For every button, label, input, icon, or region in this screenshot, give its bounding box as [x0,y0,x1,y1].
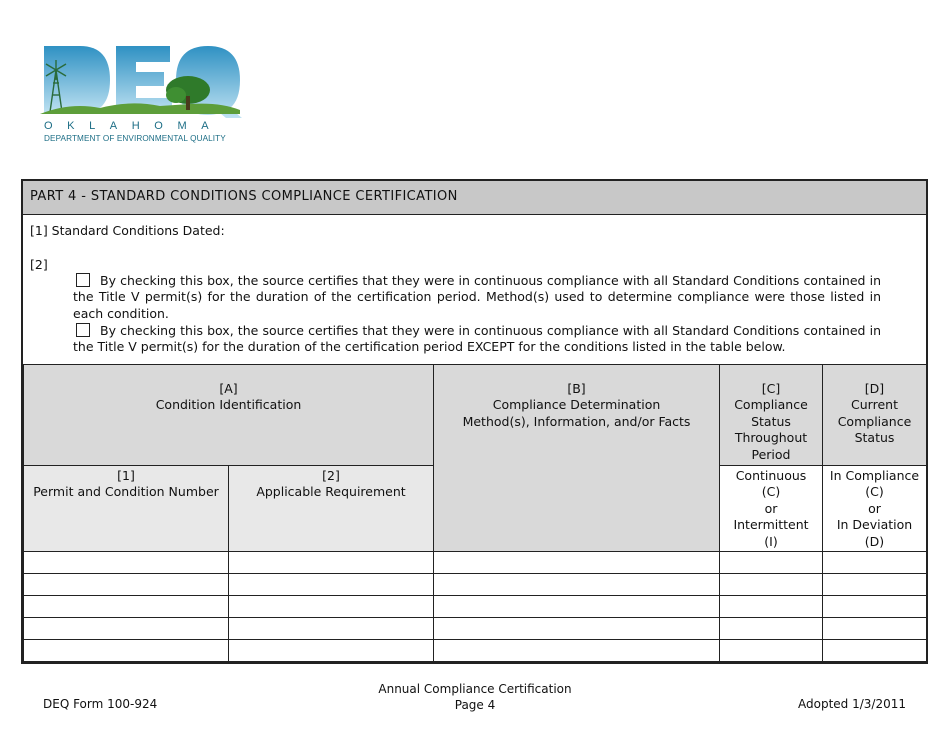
col-d-options [823,466,927,552]
table-row [24,552,927,574]
col-c-option: Intermittent [733,517,809,533]
col-b-title-2: Method(s), Information, and/or Facts [462,413,691,429]
footer-title: Annual Compliance Certification [378,682,572,696]
col-c-line: Period [751,446,791,462]
table-cell[interactable] [823,640,927,662]
col-d-option: (C) [865,484,884,500]
form-number: DEQ Form 100-924 [43,697,158,711]
col-d-line: Compliance [837,413,912,429]
col-c-line: Status [751,413,791,429]
col-d-option: In Compliance [829,468,920,483]
table-row [24,640,927,662]
table-cell[interactable] [434,552,720,574]
except-compliance-checkbox[interactable] [76,323,90,337]
sub1-header [24,466,229,552]
col-d-option: (D) [864,533,885,549]
table-cell[interactable] [24,574,229,596]
logo-state: OKLAHOMA [44,120,224,132]
standard-conditions-dated-label: [1] Standard Conditions Dated: [30,223,225,238]
continuous-compliance-checkbox[interactable] [76,273,90,287]
standard-conditions-section [23,215,926,364]
part-title: PART 4 - STANDARD CONDITIONS COMPLIANCE CERTIFICATION [23,181,926,215]
table-cell[interactable] [434,640,720,662]
table-row [24,596,927,618]
table-row [24,574,927,596]
sub1-label: [1] [117,468,135,483]
col-a-title: Condition Identification [155,397,302,413]
col-b-header [434,365,720,552]
table-cell[interactable] [24,618,229,640]
table-cell[interactable] [720,574,823,596]
table-cell[interactable] [229,596,434,618]
col-d-header [823,365,927,466]
table-cell[interactable] [229,618,434,640]
table-cell[interactable] [823,618,927,640]
col-d-line: Current [851,397,898,413]
table-cell[interactable] [434,596,720,618]
table-cell[interactable] [720,640,823,662]
table-cell[interactable] [823,596,927,618]
table-cell[interactable] [229,640,434,662]
table-cell[interactable] [823,552,927,574]
sub2-header [229,466,434,552]
col-d-option: or [868,500,881,516]
adopted-date: Adopted 1/3/2011 [798,697,906,711]
col-c-option: Continuous [735,468,807,483]
table-cell[interactable] [434,618,720,640]
col-c-option: or [764,500,778,516]
table-cell[interactable] [24,596,229,618]
table-cell[interactable] [720,618,823,640]
col-b-label: [B] [567,381,586,396]
deq-logo [40,40,250,150]
col-c-label: [C] [761,381,781,396]
option-except-text: By checking this box, the source certifies that they were in continuous compliance with all Standard Conditions contained in the Title V permit(s) for the duration of the certification period EXCEPT for the conditions listed in the table below. [73,323,881,355]
sub1-title: Permit and Condition Number [33,484,219,500]
col-c-option: (C) [761,484,781,500]
col-c-line: Throughout [734,430,808,446]
col-c-line: Compliance [734,397,808,413]
logo-subtitle [44,120,230,144]
col-a-header [24,365,434,466]
table-cell[interactable] [720,552,823,574]
table-cell[interactable] [24,552,229,574]
logo-department: DEPARTMENT OF ENVIRONMENTAL QUALITY [44,134,226,143]
table-header-row [24,365,927,466]
table-cell[interactable] [823,574,927,596]
sub2-label: [2] [322,468,340,483]
conditions-table [23,364,927,662]
option-continuous [73,273,881,322]
table-row [24,618,927,640]
col-c-header [720,365,823,466]
col-c-options [720,466,823,552]
page-number: Page 4 [454,697,496,712]
col-d-label: [D] [864,381,885,396]
table-cell[interactable] [229,552,434,574]
option-continuous-text: By checking this box, the source certifies that they were in continuous compliance with all Standard Conditions contained in the Title V permit(s) for the duration of the certification period. Method(s) used to determine compliance were those listed in each condition. [73,273,881,321]
col-c-option: (I) [764,533,778,549]
sub2-title: Applicable Requirement [256,484,406,500]
deq-logo-graphic [40,40,250,120]
item2-label: [2] [30,257,48,272]
table-cell[interactable] [434,574,720,596]
col-d-line: Status [854,430,895,446]
part4-section [21,179,928,664]
col-b-title-1: Compliance Determination [492,397,661,413]
table-cell[interactable] [24,640,229,662]
table-cell[interactable] [229,574,434,596]
col-a-label: [A] [219,381,238,396]
col-d-option: In Deviation [836,517,913,533]
option-except [73,323,881,356]
table-cell[interactable] [720,596,823,618]
